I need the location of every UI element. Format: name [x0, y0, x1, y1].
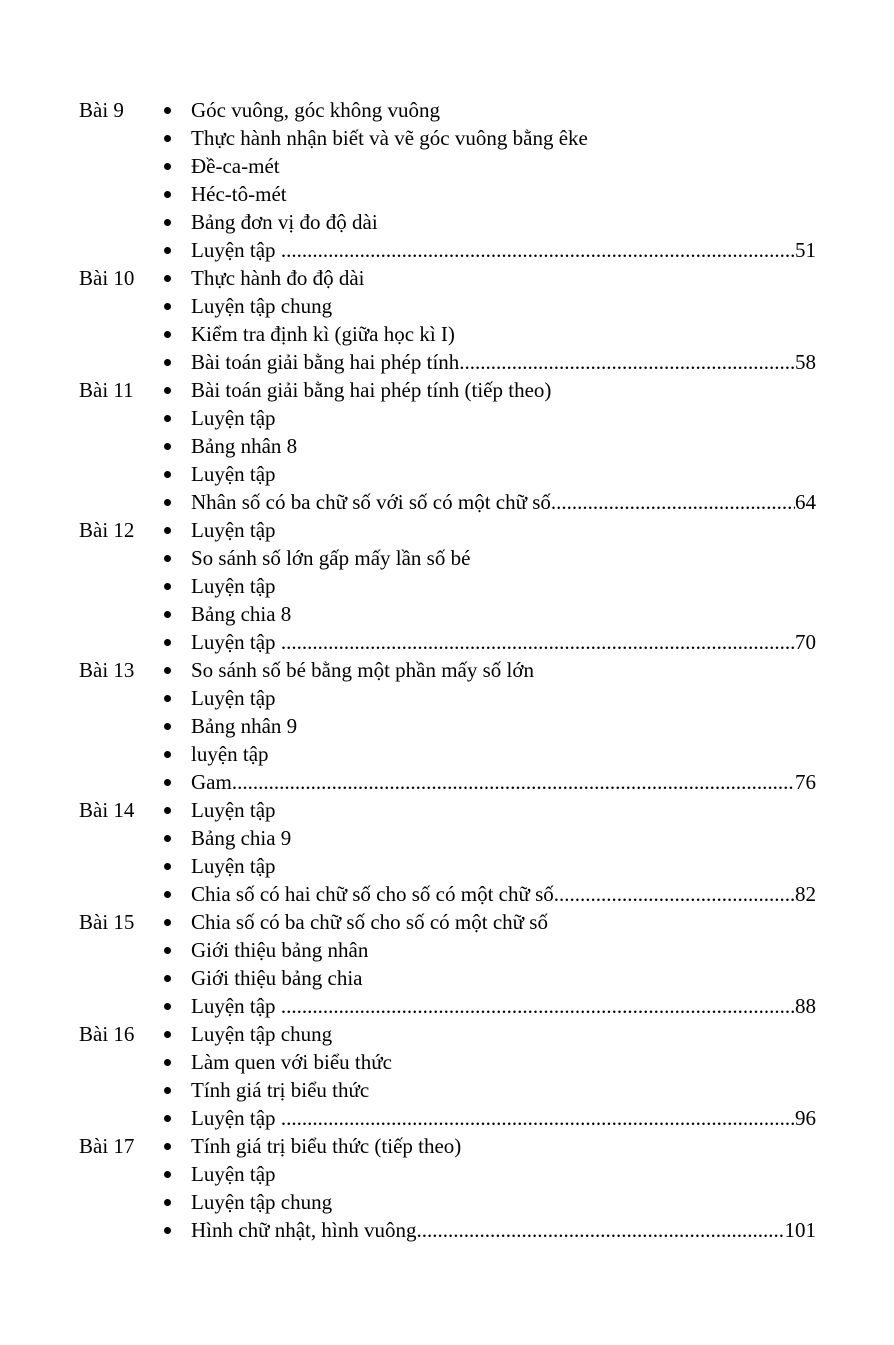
bullet-icon — [164, 555, 171, 562]
item-row — [191, 292, 816, 320]
bullet-icon — [164, 975, 171, 982]
item-row — [191, 656, 816, 684]
item-row — [191, 1076, 816, 1104]
item-title: Luyện tập — [191, 798, 276, 822]
item-title: Đề-ca-mét — [191, 154, 280, 178]
list-item — [0, 796, 894, 824]
item-row — [191, 432, 816, 460]
list-item — [0, 880, 894, 908]
item-row — [191, 992, 816, 1020]
list-item — [0, 152, 894, 180]
lesson-section — [0, 1132, 894, 1244]
item-row — [191, 1188, 816, 1216]
item-title: Bảng nhân 8 — [191, 434, 298, 458]
bullet-icon — [164, 891, 171, 898]
item-row — [191, 208, 816, 236]
page-number: 82 — [795, 882, 816, 906]
item-row — [191, 740, 816, 768]
item-title: Luyện tập chung — [191, 294, 333, 318]
lesson-item-list — [0, 516, 894, 656]
item-title: Luyện tập — [191, 238, 281, 262]
item-title: Giới thiệu bảng chia — [191, 966, 363, 990]
item-title: Bảng đơn vị đo độ dài — [191, 210, 378, 234]
list-item — [0, 768, 894, 796]
item-row — [191, 488, 816, 516]
lesson-item-list — [0, 376, 894, 516]
bullet-icon — [164, 639, 171, 646]
lesson-item-list — [0, 264, 894, 376]
item-title: Luyện tập — [191, 994, 281, 1018]
list-item — [0, 712, 894, 740]
item-row — [191, 824, 816, 852]
item-row — [191, 152, 816, 180]
list-item — [0, 1048, 894, 1076]
item-title: Bài toán giải bằng hai phép tính (tiếp theo) — [191, 378, 552, 402]
lesson-item-list — [0, 96, 894, 264]
item-row — [191, 908, 816, 936]
lesson-section — [0, 96, 894, 264]
lesson-item-list — [0, 656, 894, 796]
lesson-section — [0, 796, 894, 908]
lesson-label: Bài 13 — [79, 658, 135, 682]
item-row — [191, 348, 816, 376]
lesson-section — [0, 908, 894, 1020]
list-item — [0, 628, 894, 656]
lesson-section — [0, 516, 894, 656]
item-title: Thực hành nhận biết và vẽ góc vuông bằng êke — [191, 126, 588, 150]
list-item — [0, 180, 894, 208]
lesson-label: Bài 9 — [79, 98, 124, 122]
bullet-icon — [164, 1031, 171, 1038]
item-row — [191, 964, 816, 992]
item-title: Làm quen với biểu thức — [191, 1050, 392, 1074]
bullet-icon — [164, 1171, 171, 1178]
item-row — [191, 320, 816, 348]
dot-leader — [459, 348, 795, 376]
list-item — [0, 1216, 894, 1244]
item-title: So sánh số bé bằng một phần mấy số lớn — [191, 658, 534, 682]
item-title: Luyện tập — [191, 406, 276, 430]
item-title: Luyện tập — [191, 518, 276, 542]
list-item — [0, 600, 894, 628]
page-number: 88 — [795, 994, 816, 1018]
item-title: Héc-tô-mét — [191, 182, 287, 206]
item-title: Luyện tập — [191, 630, 281, 654]
bullet-icon — [164, 303, 171, 310]
item-title: Bảng nhân 9 — [191, 714, 298, 738]
lesson-section — [0, 376, 894, 516]
item-row — [191, 376, 816, 404]
list-item — [0, 1104, 894, 1132]
bullet-icon — [164, 611, 171, 618]
list-item — [0, 992, 894, 1020]
bullet-icon — [164, 1143, 171, 1150]
bullet-icon — [164, 835, 171, 842]
item-row — [191, 1048, 816, 1076]
item-title: Tính giá trị biểu thức (tiếp theo) — [191, 1134, 462, 1158]
bullet-icon — [164, 191, 171, 198]
item-row — [191, 880, 816, 908]
item-row — [191, 936, 816, 964]
lesson-section — [0, 264, 894, 376]
list-item — [0, 824, 894, 852]
bullet-icon — [164, 219, 171, 226]
lesson-item-list — [0, 908, 894, 1020]
item-title: Luyện tập chung — [191, 1022, 333, 1046]
bullet-icon — [164, 1003, 171, 1010]
page-number: 96 — [795, 1106, 816, 1130]
item-title: luyện tập — [191, 742, 269, 766]
bullet-icon — [164, 919, 171, 926]
item-title: Góc vuông, góc không vuông — [191, 98, 441, 122]
item-row — [191, 1160, 816, 1188]
dot-leader — [551, 488, 795, 516]
bullet-icon — [164, 247, 171, 254]
list-item — [0, 1188, 894, 1216]
item-title: Luyện tập chung — [191, 1190, 333, 1214]
lesson-label: Bài 11 — [79, 378, 134, 402]
bullet-icon — [164, 863, 171, 870]
lesson-item-list — [0, 796, 894, 908]
list-item — [0, 572, 894, 600]
item-row — [191, 796, 816, 824]
item-row — [191, 124, 816, 152]
item-title: Nhân số có ba chữ số với số có một chữ số — [191, 490, 551, 514]
lesson-section — [0, 1020, 894, 1132]
item-row — [191, 264, 816, 292]
bullet-icon — [164, 135, 171, 142]
bullet-icon — [164, 163, 171, 170]
item-row — [191, 684, 816, 712]
list-item — [0, 684, 894, 712]
bullet-icon — [164, 779, 171, 786]
dot-leader — [416, 1216, 784, 1244]
item-title: Bảng chia 9 — [191, 826, 292, 850]
item-row — [191, 628, 816, 656]
page-number: 70 — [795, 630, 816, 654]
lesson-label: Bài 15 — [79, 910, 135, 934]
page-number: 76 — [795, 770, 816, 794]
bullet-icon — [164, 331, 171, 338]
dot-leader — [281, 992, 795, 1020]
item-title: Chia số có hai chữ số cho số có một chữ số — [191, 882, 554, 906]
bullet-icon — [164, 471, 171, 478]
list-item — [0, 96, 894, 124]
item-title: Luyện tập — [191, 1106, 281, 1130]
item-title: Chia số có ba chữ số cho số có một chữ số — [191, 910, 548, 934]
lesson-label: Bài 17 — [79, 1134, 135, 1158]
item-row — [191, 404, 816, 432]
item-row — [191, 852, 816, 880]
item-row — [191, 1020, 816, 1048]
list-item — [0, 208, 894, 236]
bullet-icon — [164, 947, 171, 954]
item-title: Luyện tập — [191, 854, 276, 878]
list-item — [0, 936, 894, 964]
lesson-label: Bài 12 — [79, 518, 135, 542]
bullet-icon — [164, 443, 171, 450]
bullet-icon — [164, 1087, 171, 1094]
page-number: 101 — [784, 1218, 816, 1242]
item-row — [191, 600, 816, 628]
list-item — [0, 1132, 894, 1160]
list-item — [0, 432, 894, 460]
lesson-label: Bài 14 — [79, 798, 135, 822]
item-row — [191, 1216, 816, 1244]
lesson-item-list — [0, 1132, 894, 1244]
list-item — [0, 404, 894, 432]
dot-leader — [281, 1104, 795, 1132]
list-item — [0, 1160, 894, 1188]
list-item — [0, 656, 894, 684]
page-number: 64 — [795, 490, 816, 514]
list-item — [0, 488, 894, 516]
item-title: Giới thiệu bảng nhân — [191, 938, 369, 962]
list-item — [0, 1020, 894, 1048]
list-item — [0, 292, 894, 320]
item-title: Hình chữ nhật, hình vuông — [191, 1218, 417, 1242]
item-title: Bài toán giải bằng hai phép tính — [191, 350, 460, 374]
item-row — [191, 236, 816, 264]
list-item — [0, 908, 894, 936]
item-title: Luyện tập — [191, 462, 276, 486]
bullet-icon — [164, 807, 171, 814]
list-item — [0, 376, 894, 404]
item-title: So sánh số lớn gấp mấy lần số bé — [191, 546, 471, 570]
item-row — [191, 96, 816, 124]
item-title: Bảng chia 8 — [191, 602, 292, 626]
bullet-icon — [164, 695, 171, 702]
bullet-icon — [164, 723, 171, 730]
page-number: 58 — [795, 350, 816, 374]
item-title: Kiểm tra định kì (giữa học kì I) — [191, 322, 455, 346]
list-item — [0, 1076, 894, 1104]
bullet-icon — [164, 1115, 171, 1122]
item-row — [191, 1132, 816, 1160]
list-item — [0, 740, 894, 768]
page-number: 51 — [795, 238, 816, 262]
list-item — [0, 852, 894, 880]
list-item — [0, 124, 894, 152]
dot-leader — [281, 628, 795, 656]
bullet-icon — [164, 499, 171, 506]
list-item — [0, 264, 894, 292]
list-item — [0, 320, 894, 348]
item-title: Luyện tập — [191, 1162, 276, 1186]
dot-leader — [554, 880, 795, 908]
bullet-icon — [164, 275, 171, 282]
item-row — [191, 712, 816, 740]
dot-leader — [232, 768, 795, 796]
item-row — [191, 572, 816, 600]
bullet-icon — [164, 415, 171, 422]
bullet-icon — [164, 583, 171, 590]
list-item — [0, 964, 894, 992]
bullet-icon — [164, 751, 171, 758]
item-row — [191, 544, 816, 572]
bullet-icon — [164, 1199, 171, 1206]
bullet-icon — [164, 1227, 171, 1234]
item-row — [191, 1104, 816, 1132]
item-title: Thực hành đo độ dài — [191, 266, 365, 290]
item-title: Tính giá trị biểu thức — [191, 1078, 370, 1102]
list-item — [0, 348, 894, 376]
lesson-section — [0, 656, 894, 796]
bullet-icon — [164, 527, 171, 534]
lesson-label: Bài 10 — [79, 266, 135, 290]
list-item — [0, 236, 894, 264]
bullet-icon — [164, 667, 171, 674]
bullet-icon — [164, 1059, 171, 1066]
item-row — [191, 768, 816, 796]
item-title: Gam — [191, 770, 232, 794]
item-row — [191, 180, 816, 208]
bullet-icon — [164, 387, 171, 394]
item-title: Luyện tập — [191, 574, 276, 598]
list-item — [0, 516, 894, 544]
bullet-icon — [164, 107, 171, 114]
dot-leader — [281, 236, 795, 264]
lesson-label: Bài 16 — [79, 1022, 135, 1046]
item-row — [191, 460, 816, 488]
bullet-icon — [164, 359, 171, 366]
table-of-contents — [0, 96, 894, 1244]
list-item — [0, 460, 894, 488]
lesson-item-list — [0, 1020, 894, 1132]
item-row — [191, 516, 816, 544]
item-title: Luyện tập — [191, 686, 276, 710]
list-item — [0, 544, 894, 572]
